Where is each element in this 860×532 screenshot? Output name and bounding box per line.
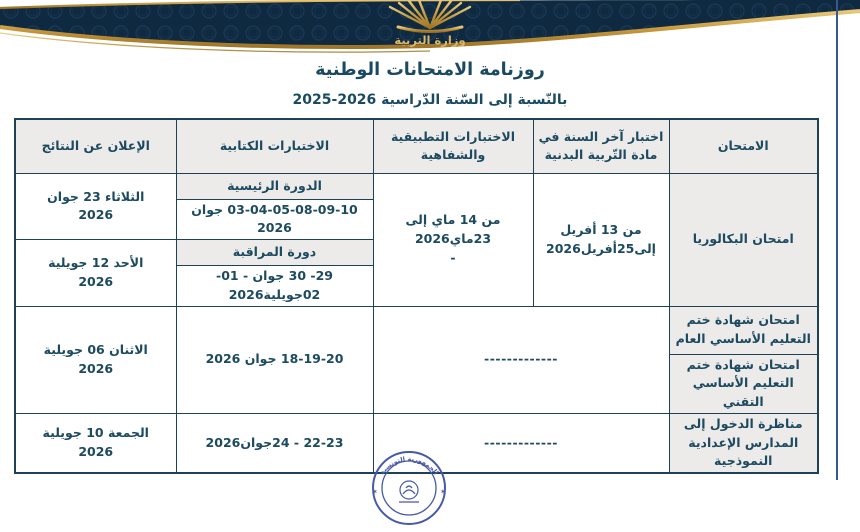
bac-control-session-label: دورة المراقبة bbox=[176, 240, 373, 266]
bac-physical-line2: إلى25أفريل2026 bbox=[546, 240, 656, 256]
prep-written-dates: 22-23 - 24جوان2026 bbox=[176, 413, 373, 473]
prep-results bbox=[15, 413, 176, 473]
header-exam: الامتحان bbox=[669, 119, 818, 173]
table-header-row bbox=[15, 119, 818, 173]
page-subtitle: بالنّسبة إلى السّنة الدّراسية 2026-2025 bbox=[292, 92, 568, 108]
bac-row-1 bbox=[15, 173, 818, 199]
seal-star-right: ✶ bbox=[440, 488, 446, 496]
basic-written-dates: 18-19-20 جوان 2026 bbox=[176, 306, 373, 413]
bac-physical-dates bbox=[533, 173, 669, 306]
header-results: الإعلان عن النتائج bbox=[15, 119, 176, 173]
page-title: روزنامة الامتحانات الوطنية bbox=[315, 60, 545, 80]
ministry-banner bbox=[0, 0, 860, 54]
header-written: الاختبارات الكتابية bbox=[176, 119, 373, 173]
basic-technical-exam-name: امتحان شهادة ختم التعليم الأساسي التقني bbox=[669, 354, 818, 413]
bac-main-session-dates: 03-04-05-08-09-10 جوان 2026 bbox=[176, 199, 373, 240]
ministry-name: وزارة التربية bbox=[394, 33, 466, 47]
basic-general-exam-name: امتحان شهادة ختم التعليم الأساسي العام bbox=[669, 306, 818, 354]
seal-text: الجمهورية التونسية bbox=[378, 454, 440, 477]
prep-no-test-dashes: ------------- bbox=[373, 413, 669, 473]
page-edge-line bbox=[836, 0, 838, 480]
prep-exam-name: مناظرة الدخول إلى المدارس الإعدادية النموذجية bbox=[669, 413, 818, 473]
prep-results-line2: 2026 bbox=[78, 443, 114, 459]
bac-main-results bbox=[15, 173, 176, 240]
bac-main-results-line1: الثلاثاء 23 جوان bbox=[47, 188, 145, 204]
seal-star-left: ✶ bbox=[372, 488, 378, 496]
bac-control-results bbox=[15, 240, 176, 307]
prep-results-line1: الجمعة 10 جويلية bbox=[42, 425, 149, 441]
basic-general-row bbox=[15, 306, 818, 354]
bac-control-results-line1: الأحد 12 جويلية bbox=[48, 255, 144, 270]
bac-exam-name: امتحان البكالوريا bbox=[669, 173, 818, 306]
bac-control-results-line2: 2026 bbox=[78, 273, 114, 289]
basic-no-test-dashes: ------------- bbox=[373, 306, 669, 413]
bac-control-session-dates: 29- 30 جوان - 01- 02جويلية2026 bbox=[176, 266, 373, 307]
bac-main-results-line2: 2026 bbox=[78, 207, 114, 223]
header-physical-education: اختبار آخر السنة في مادة التّربية البدنية bbox=[533, 119, 669, 173]
bac-physical-line1: من 13 أفريل bbox=[560, 221, 642, 237]
bac-practical-line1: من 14 ماي إلى 23ماي2026 bbox=[405, 212, 501, 247]
basic-results-line2: 2026 bbox=[78, 360, 114, 376]
basic-results bbox=[15, 306, 176, 413]
bac-practical-dates bbox=[373, 173, 533, 306]
bac-practical-line2: - bbox=[450, 249, 456, 265]
basic-results-line1: الاثنان 06 جويلية bbox=[43, 341, 148, 357]
header-practical-oral: الاختبارات التطبيقية والشفاهية bbox=[373, 119, 533, 173]
bac-main-session-label: الدورة الرئيسية bbox=[176, 173, 373, 199]
seal-emblem bbox=[399, 481, 419, 502]
official-seal bbox=[366, 442, 452, 496]
exams-calendar-table bbox=[14, 118, 819, 477]
